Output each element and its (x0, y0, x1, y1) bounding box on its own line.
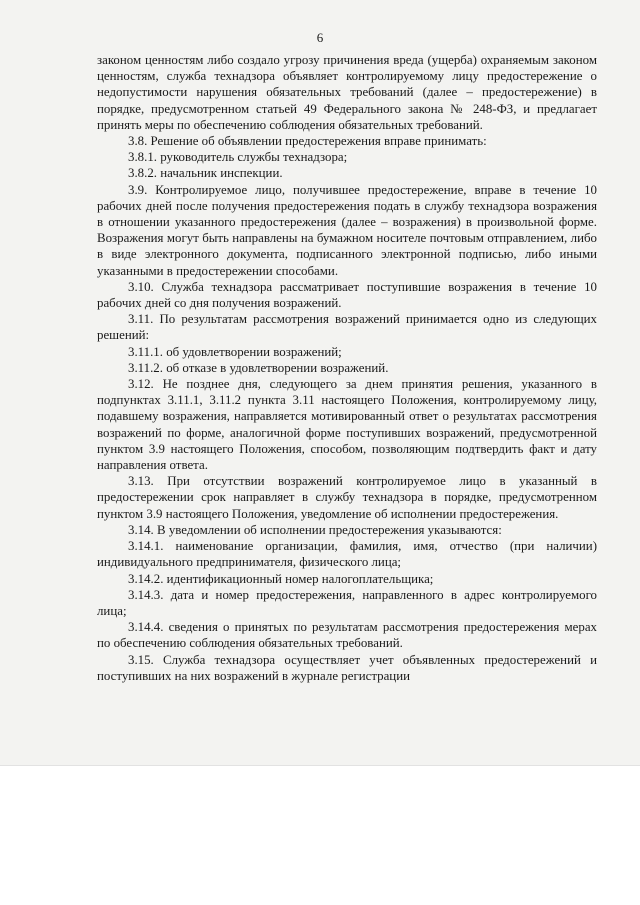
paragraph-3-9: 3.9. Контролируемое лицо, получившее предостережение, вправе в течение 10 рабочих дней после получения предостережения подать в службу технадзора возражения в отношении указанного предостережения (далее – возражения) в произвольной форме. Возражения могут быть направлены на бумажном носителе почтовым отправлением, либо в виде электронного документа, подписанного электронной подписью, либо иными указанными в предостережении способами. (97, 182, 597, 278)
paragraph-3-8: 3.8. Решение об объявлении предостережения вправе принимать: (128, 134, 487, 149)
paragraph-3-12: 3.12. Не позднее дня, следующего за днем принятия решения, указанного в подпунктах 3.11.1, 3.11.2 пункта 3.11 настоящего Положения, контролируемому лицу, подавшему возражения, направляется мотивированный ответ о результатах рассмотрения возражений по форме, аналогичной форме поступивших возражений, предусмотренной пунктом 3.9 настоящего Положения, способом, позволяющим подтвердить факт и дату направления ответа. (97, 377, 597, 473)
paragraph-3-11-2: 3.11.2. об отказе в удовлетворении возражений. (128, 360, 389, 375)
page-number: 6 (316, 30, 324, 45)
paragraph-3-11: 3.11. По результатам рассмотрения возражений принимается одно из следующих решений: (97, 312, 597, 343)
paragraph-3-10: 3.10. Служба технадзора рассматривает поступившие возражения в течение 10 рабочих дней со дня получения возражений. (97, 279, 597, 311)
paragraph-3-14-2: 3.14.2. идентификационный номер налогоплательщика; (128, 571, 434, 586)
paragraph-3-14-1: 3.14.1. наименование организации, фамилия, имя, отчество (при наличии) индивидуального предпринимателя, физического лица; (97, 539, 597, 570)
paragraph-3-14-4: 3.14.4. сведения о принятых по результатам рассмотрения предостережения мерах по обеспечению соблюдения обязательных требований. (97, 620, 597, 651)
paragraph-3-14: 3.14. В уведомлении об исполнении предостережения указываются: (128, 522, 502, 537)
document-body (97, 52, 597, 684)
scan-bottom-edge (0, 765, 640, 766)
paragraph-continuation: законом ценностям либо создало угрозу причинения вреда (ущерба) охраняемым законом ценностям, служба технадзора объявляет контролируемому лицу предостережение о недопустимости нарушения обязательных требований (далее – предостережение) в порядке, предусмотренном статьей 49 Федерального закона № 248-ФЗ, и предлагает принять меры по обеспечению соблюдения обязательных требований. (97, 53, 597, 132)
paragraph-3-15: 3.15. Служба технадзора осуществляет учет объявленных предостережений и поступивших на них возражений в журнале регистрации (97, 652, 597, 683)
paragraph-3-8-1: 3.8.1. руководитель службы технадзора; (128, 150, 348, 165)
paragraph-3-14-3: 3.14.3. дата и номер предостережения, направленного в адрес контролируемого лица; (97, 587, 597, 618)
paragraph-3-8-2: 3.8.2. начальник инспекции. (128, 166, 283, 181)
paragraph-3-13: 3.13. При отсутствии возражений контролируемое лицо в указанный в предостережении срок направляет в службу технадзора в порядке, предусмотренном пунктом 3.9 настоящего Положения, уведомление об исполнении предостережения. (97, 474, 597, 521)
paragraph-3-11-1: 3.11.1. об удовлетворении возражений; (128, 344, 342, 359)
